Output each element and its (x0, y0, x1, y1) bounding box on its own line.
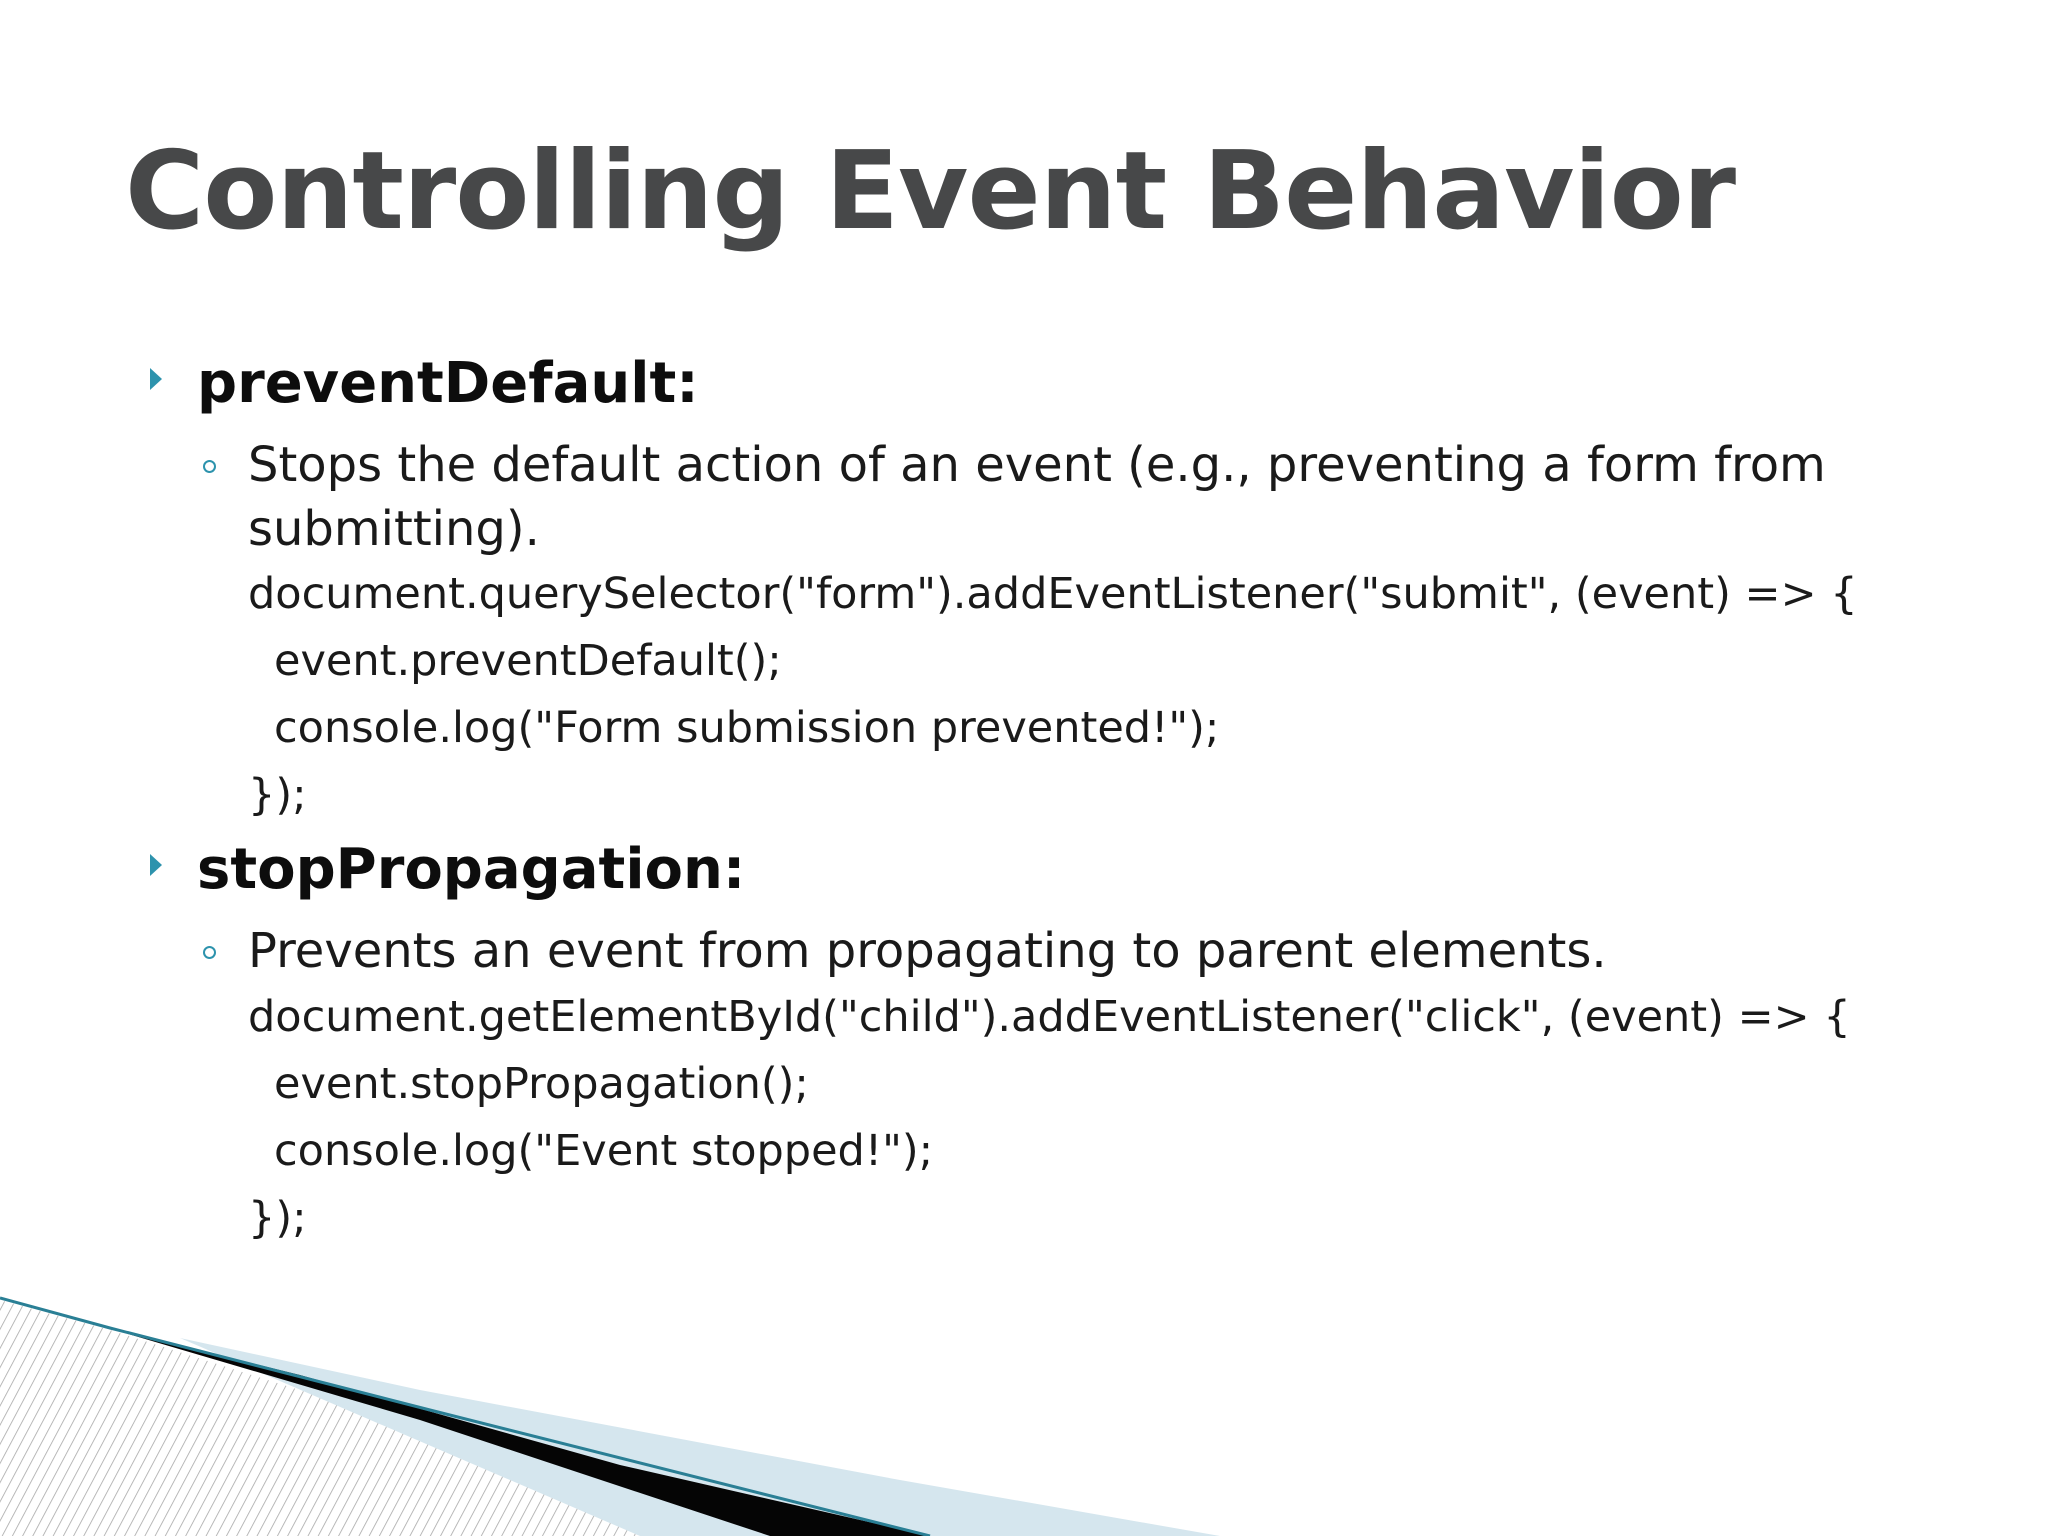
heading-prevent-default: preventDefault: (197, 351, 699, 416)
code-line: document.querySelector("form").addEventListener("submit", (event) => { (248, 569, 1858, 619)
description-prevent-default-line1: Stops the default action of an event (e.g., preventing a form from (248, 437, 1826, 493)
code-line: event.preventDefault(); (274, 636, 782, 686)
description-stop-propagation: Prevents an event from propagating to parent elements. (248, 923, 1607, 979)
code-line: document.getElementById("child").addEventListener("click", (event) => { (248, 992, 1851, 1042)
code-line: }); (248, 1193, 307, 1243)
circle-bullet-icon (203, 460, 216, 473)
slide-title: Controlling Event Behavior (125, 129, 1736, 254)
code-line: console.log("Form submission prevented!"); (274, 703, 1220, 753)
description-prevent-default-line2: submitting). (248, 501, 540, 557)
circle-bullet-icon (203, 946, 216, 959)
triangle-bullet-icon (150, 368, 162, 390)
decorative-wave (0, 1290, 2048, 1536)
triangle-bullet-icon (150, 854, 162, 876)
code-line: event.stopPropagation(); (274, 1059, 809, 1109)
heading-stop-propagation: stopPropagation: (197, 837, 746, 902)
code-line: console.log("Event stopped!"); (274, 1126, 934, 1176)
code-line: }); (248, 770, 307, 820)
